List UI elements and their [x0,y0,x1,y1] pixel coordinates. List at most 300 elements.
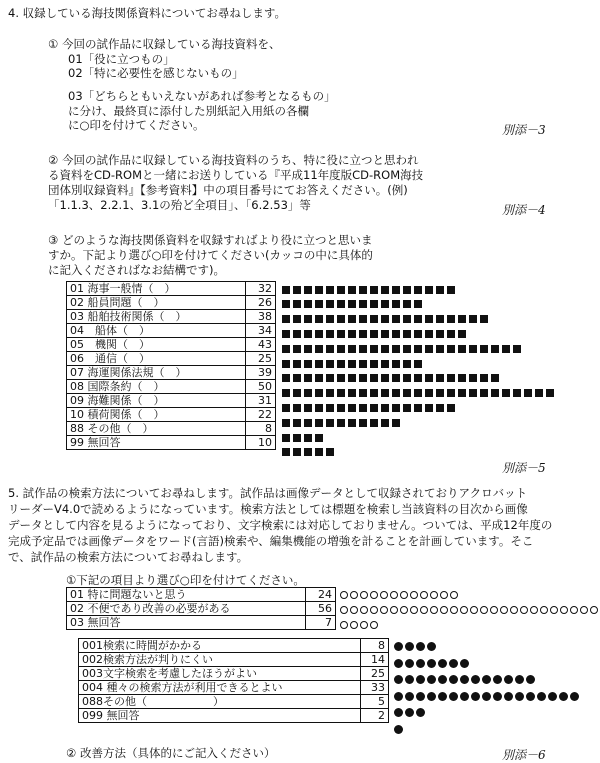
tally-mark [392,360,400,368]
tally-mark [491,389,499,397]
table-row [79,639,389,653]
mark-row [282,297,425,312]
tally-mark [370,621,378,629]
tally-mark [480,374,488,382]
tally-mark [430,591,438,599]
tally-mark [436,315,444,323]
tally-mark [469,315,477,323]
tally-mark [438,659,447,668]
tally-mark [449,675,458,684]
q3-line: に記入くださればなお結構です)。 [48,263,225,277]
tally-mark [513,389,521,397]
tally-mark [337,315,345,323]
tally-mark [502,345,510,353]
tally-mark [449,692,458,701]
tally-mark [337,404,345,412]
tally-mark [460,675,469,684]
tally-mark [304,434,312,442]
tally-mark [370,315,378,323]
tally-mark [392,330,400,338]
tally-mark [480,606,488,614]
tally-mark [359,404,367,412]
tally-mark [359,330,367,338]
tally-mark [403,315,411,323]
tally-mark [394,659,403,668]
tally-mark [403,300,411,308]
tally-mark [293,448,301,456]
table-row [67,422,276,436]
tally-mark [458,374,466,382]
tally-mark [526,675,535,684]
tally-mark [381,286,389,294]
row-value: 2 [360,709,389,723]
tally-mark [460,692,469,701]
tally-mark [348,286,356,294]
tally-mark [304,300,312,308]
tally-mark [326,360,334,368]
table-row [79,653,389,667]
tally-mark [416,659,425,668]
section5-line: 完成予定品では画像データをワード(言語)検索や、編集機能の増強を計ることを計画しています。そこ [8,534,534,548]
tally-mark [502,389,510,397]
tally-mark [416,675,425,684]
tally-mark [450,606,458,614]
tally-mark [359,419,367,427]
tally-mark [282,374,290,382]
tally-mark [293,434,301,442]
table-row [79,681,389,695]
tally-mark [440,591,448,599]
q1-option-02: 02「特に必要性を感じないもの」 [68,66,244,80]
tally-mark [304,404,312,412]
tally-mark [400,591,408,599]
tally-mark [438,692,447,701]
tally-mark [304,360,312,368]
row-value: 50 [245,380,275,394]
tally-mark [337,360,345,368]
tally-mark [326,330,334,338]
tally-mark [326,300,334,308]
tally-mark [450,591,458,599]
tally-mark [482,692,491,701]
tally-mark [282,434,290,442]
tally-mark [282,286,290,294]
section5-line: リーダーV4.0で読めるようになっています。検索方法としては標題を検索し当該資料の目次から画像 [8,502,528,516]
tally-mark [348,330,356,338]
tally-mark [359,360,367,368]
tally-mark [348,360,356,368]
tally-mark [425,345,433,353]
tally-mark [469,345,477,353]
row-label: 02 船員問題（ ） [67,296,246,310]
tally-mark [304,389,312,397]
tally-mark [458,315,466,323]
tally-mark [436,404,444,412]
tally-mark [304,330,312,338]
tally-mark [340,621,348,629]
row-value: 14 [360,653,389,667]
tally-mark [304,419,312,427]
row-value: 10 [245,436,275,450]
row-value: 34 [245,324,275,338]
row-label: 09 海難関係（ ） [67,394,246,408]
tally-mark [470,606,478,614]
tally-mark [304,448,312,456]
tally-mark [392,345,400,353]
tally-mark [381,345,389,353]
tally-mark [414,330,422,338]
tally-mark [405,675,414,684]
row-value: 8 [360,639,389,653]
tally-mark [326,404,334,412]
tally-mark [282,404,290,412]
tally-mark [403,360,411,368]
tally-mark [390,606,398,614]
table-row [79,667,389,681]
tally-mark [400,606,408,614]
tally-mark [315,389,323,397]
row-label: 10 積荷関係（ ） [67,408,246,422]
tally-mark [293,360,301,368]
tally-mark [469,389,477,397]
tally-mark [348,419,356,427]
tally-mark [337,330,345,338]
tally-mark [403,389,411,397]
mark-row [394,721,405,738]
tally-mark [405,692,414,701]
tally-mark [315,315,323,323]
tally-mark [293,330,301,338]
section5-line: 5. 試作品の検索方法についてお尋ねします。試作品は画像データとして収録されておりアクロバット [8,486,528,500]
tally-mark [427,642,436,651]
q1-line: に○印を付けてください。 [68,118,205,132]
tally-mark [359,389,367,397]
mark-row [394,671,537,688]
tally-mark [359,345,367,353]
tally-mark [293,345,301,353]
table-row [67,324,276,338]
tally-mark [315,434,323,442]
tally-mark [490,606,498,614]
tally-mark [392,286,400,294]
tally-mark [460,606,468,614]
tally-mark [427,659,436,668]
tally-mark [493,675,502,684]
row-label: 05 機関（ ） [67,338,246,352]
tally-mark [458,330,466,338]
tally-mark [524,389,532,397]
tally-mark [447,345,455,353]
tally-mark [559,692,568,701]
mark-row [340,587,460,602]
tally-mark [560,606,568,614]
row-label: 99 無回答 [67,436,246,450]
tally-mark [337,345,345,353]
mark-row [282,326,469,341]
row-label: 004 種々の検索方法が利用できるとよい [79,681,361,695]
tally-mark [359,300,367,308]
tally-mark [360,606,368,614]
row-value: 24 [306,588,336,602]
row-value: 39 [245,366,275,380]
tally-mark [427,692,436,701]
tally-mark [526,692,535,701]
tally-mark [337,389,345,397]
tally-mark [326,315,334,323]
table-row [79,709,389,723]
table-row [67,282,276,296]
tally-mark [515,692,524,701]
tally-mark [315,419,323,427]
tally-mark [326,389,334,397]
tally-mark [390,591,398,599]
tally-mark [515,675,524,684]
tally-mark [348,300,356,308]
tally-mark [340,591,348,599]
tally-mark [449,659,458,668]
tally-mark [380,606,388,614]
tally-mark [293,300,301,308]
row-value: 25 [245,352,275,366]
tally-mark [510,606,518,614]
tally-mark [370,374,378,382]
tally-mark [447,374,455,382]
tally-mark [405,642,414,651]
tally-mark [414,345,422,353]
tally-mark [315,374,323,382]
tally-mark [293,374,301,382]
tally-mark [447,404,455,412]
tally-mark [380,591,388,599]
tally-mark [348,315,356,323]
tally-mark [440,606,448,614]
tally-mark [293,389,301,397]
tally-mark [370,591,378,599]
row-label: 08 国際条約（ ） [67,380,246,394]
tally-mark [282,360,290,368]
section5-line: データとして内容を見るようになっており、文字検索には対応しておりません。ついては、平成12年度の [8,518,553,532]
tally-mark [337,286,345,294]
tally-mark [326,419,334,427]
row-label: 88 その他（ ） [67,422,246,436]
row-value: 56 [306,602,336,616]
tally-mark [304,374,312,382]
s5-q1-subtable [78,638,389,723]
row-value: 32 [245,282,275,296]
tally-mark [315,286,323,294]
table-row [67,366,276,380]
tally-mark [471,675,480,684]
attachment-ref-3: 別添－3 [502,123,546,137]
tally-mark [348,389,356,397]
tally-mark [370,286,378,294]
table-row [67,616,336,630]
tally-mark [447,286,455,294]
tally-mark [458,345,466,353]
tally-mark [458,389,466,397]
tally-mark [535,389,543,397]
tally-mark [403,404,411,412]
tally-mark [381,330,389,338]
tally-mark [392,404,400,412]
tally-mark [304,286,312,294]
table-row [67,588,336,602]
tally-mark [504,675,513,684]
tally-mark [370,389,378,397]
tally-mark [326,374,334,382]
tally-mark [348,345,356,353]
tally-mark [370,404,378,412]
tally-mark [425,315,433,323]
tally-mark [530,606,538,614]
tally-mark [381,389,389,397]
tally-mark [348,404,356,412]
tally-mark [447,330,455,338]
mark-row [282,282,458,297]
tally-mark [590,606,598,614]
tally-mark [471,692,480,701]
row-value: 38 [245,310,275,324]
tally-mark [326,448,334,456]
section5-line: で、試作品の検索方法についてお尋ねします。 [8,550,249,564]
tally-mark [394,725,403,734]
tally-mark [504,692,513,701]
tally-mark [348,374,356,382]
tally-mark [414,389,422,397]
tally-mark [405,708,414,717]
s5-q2-title: ② 改善方法（具体的にご記入ください） [66,746,276,760]
tally-mark [570,606,578,614]
row-label: 06 通信（ ） [67,352,246,366]
tally-mark [520,606,528,614]
tally-mark [370,300,378,308]
tally-mark [315,345,323,353]
tally-mark [381,374,389,382]
mark-row [282,341,524,356]
tally-mark [392,300,400,308]
tally-mark [340,606,348,614]
tally-mark [315,360,323,368]
tally-mark [416,708,425,717]
tally-mark [350,591,358,599]
tally-mark [350,621,358,629]
tally-mark [370,360,378,368]
tally-mark [282,330,290,338]
tally-mark [414,404,422,412]
s5-q1-title: ①下記の項目より選び○印を付けてください。 [66,573,305,587]
tally-mark [513,345,521,353]
tally-mark [381,404,389,412]
tally-mark [414,300,422,308]
tally-mark [315,300,323,308]
tally-mark [359,315,367,323]
tally-mark [493,692,502,701]
tally-mark [304,315,312,323]
mark-row [282,356,425,371]
tally-mark [436,345,444,353]
tally-mark [370,345,378,353]
row-label: 002検索方法が判りにくい [79,653,361,667]
tally-mark [337,419,345,427]
tally-mark [425,286,433,294]
tally-mark [370,419,378,427]
tally-mark [548,692,557,701]
mark-row [394,688,581,705]
tally-mark [337,374,345,382]
attachment-ref-6: 別添－6 [502,748,546,762]
row-value: 25 [360,667,389,681]
table-row [67,408,276,422]
mark-row [282,400,458,415]
mark-row [282,430,326,445]
tally-mark [491,374,499,382]
row-label: 01 海事一般情（ ） [67,282,246,296]
tally-mark [337,300,345,308]
tally-mark [405,659,414,668]
mark-row [282,415,403,430]
tally-mark [546,389,554,397]
q1-option-03: 03「どちらともいえないがあれば参考となるもの」 [68,89,336,103]
mark-row [340,602,600,617]
tally-mark [480,315,488,323]
attachment-ref-5: 別添－5 [502,461,546,475]
tally-mark [430,606,438,614]
row-value: 7 [306,616,336,630]
q1-option-01: 01「役に立つもの」 [68,52,175,66]
tally-mark [427,675,436,684]
q2-line: ② 今回の試作品に収録している海技資料のうち、特に役に立つと思われ [48,153,419,167]
tally-mark [282,419,290,427]
tally-mark [360,621,368,629]
row-value: 43 [245,338,275,352]
tally-mark [403,345,411,353]
tally-mark [293,419,301,427]
s5-q1-table [66,587,336,630]
row-label: 003文字検索を考慮したほうがよい [79,667,361,681]
row-label: 07 海運関係法規（ ） [67,366,246,380]
q3-line: ③ どのような海技関係資料を収録すればより役に立つと思いま [48,233,373,247]
tally-mark [436,389,444,397]
tally-mark [370,606,378,614]
table-row [67,310,276,324]
tally-mark [480,345,488,353]
tally-mark [425,374,433,382]
tally-mark [315,448,323,456]
tally-mark [403,374,411,382]
table-row [67,338,276,352]
tally-mark [392,419,400,427]
q2-line: 団体別収録資料』【参考資料】中の項目番号にてお答えください。(例) [48,183,408,197]
tally-mark [420,606,428,614]
attachment-ref-4: 別添－4 [502,203,546,217]
tally-mark [436,374,444,382]
tally-mark [315,404,323,412]
tally-mark [550,606,558,614]
table-row [67,602,336,616]
mark-row [394,655,471,672]
row-value: 22 [245,408,275,422]
q3-line: すか。下記より選び○印を付けてください(カッコの中に具体的 [48,248,373,262]
tally-mark [394,675,403,684]
row-label: 03 無回答 [67,616,306,630]
mark-row [282,445,337,460]
tally-mark [420,591,428,599]
tally-mark [500,606,508,614]
tally-mark [315,330,323,338]
row-label: 02 不便であり改善の必要がある [67,602,306,616]
row-label: 01 特に問題ないと思う [67,588,306,602]
tally-mark [293,404,301,412]
